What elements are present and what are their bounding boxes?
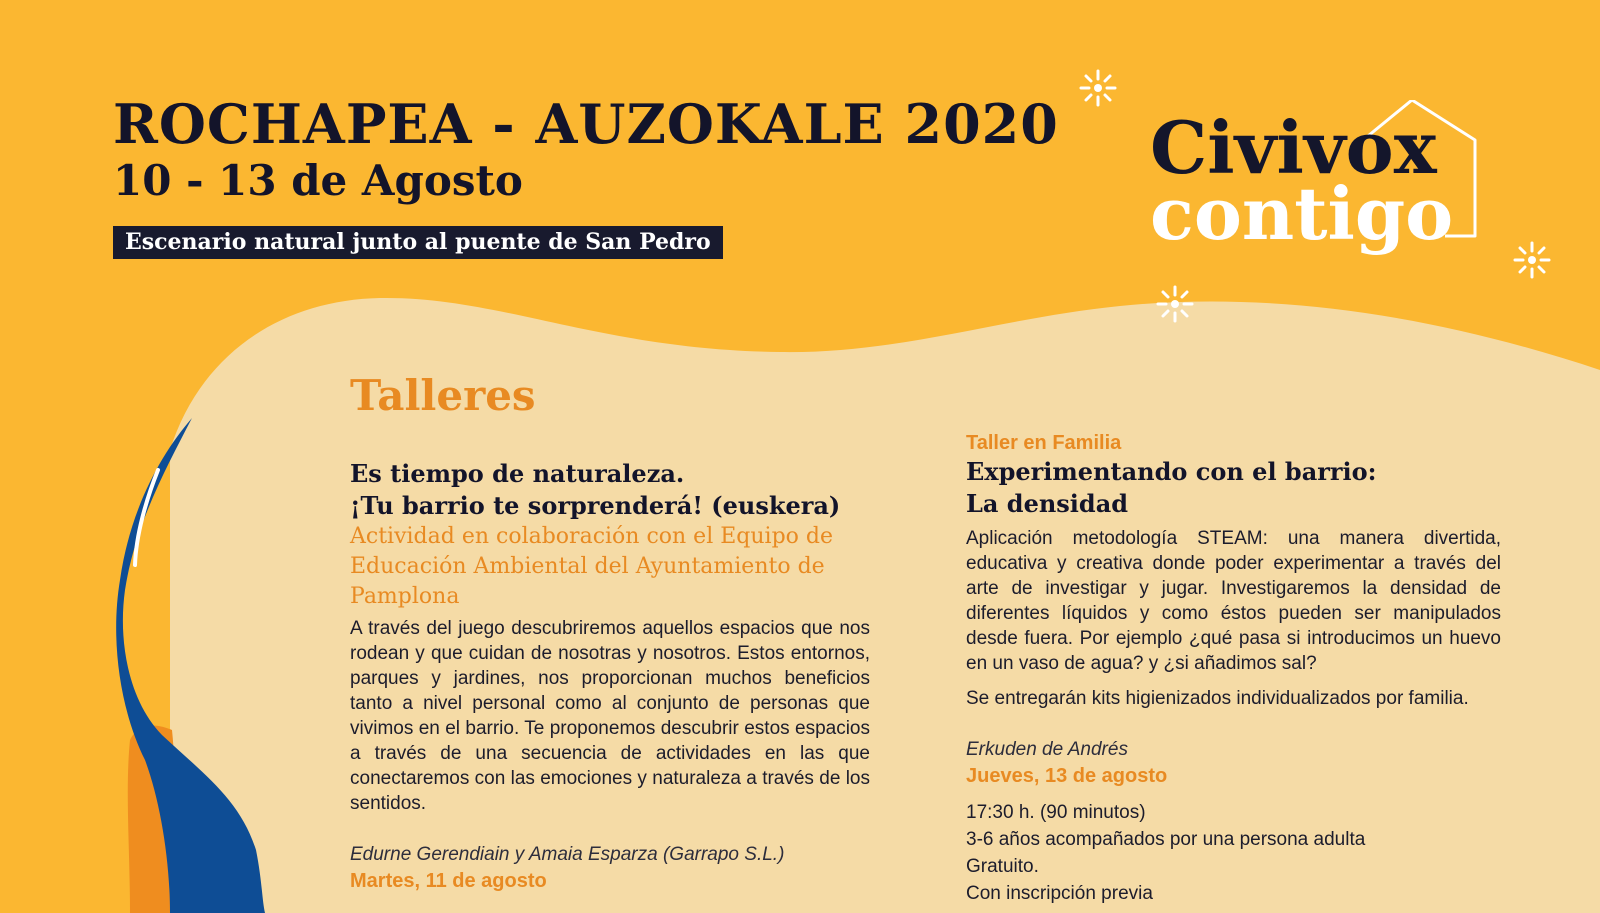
event-dates: 10 - 13 de Agosto [113, 156, 523, 205]
workshop-subtitle: Actividad en colaboración con el Equipo de Educación Ambiental del Ayuntamiento de Pamplona [350, 524, 834, 609]
workshop-author: Edurne Gerendiain y Amaia Esparza (Garrapo S.L.) [350, 844, 785, 865]
workshop-description: A través del juego descubriremos aquellos espacios que nos rodean y que cuidan de nosotras y nosotros. Estos entornos, parques y jardines, nos proporcionan muchos beneficios tanto a nivel personal como al conjunto de personas que vivimos en el barrio. Te proponemos descubrir estos espacios a través de una secuencia de actividades en las que conectaremos con las emociones y naturaleza a través de los sentidos. [350, 618, 870, 814]
workshop-author: Erkuden de Andrés [966, 739, 1128, 760]
workshop-title-line2: La densidad [966, 489, 1129, 518]
workshop-title-line2: ¡Tu barrio te sorprenderá! (euskera) [350, 491, 841, 520]
workshop-kicker: Taller en Familia [966, 432, 1122, 454]
civivox-logo [1150, 100, 1480, 260]
workshop-price: Gratuito. [966, 856, 1039, 877]
logo-civivox-text: Civivox [1150, 105, 1437, 190]
workshop-registration: Con inscripción previa [966, 883, 1153, 904]
workshop-time: 17:30 h. (90 minutos) [966, 802, 1146, 823]
logo-contigo-text: contigo [1150, 171, 1454, 256]
section-title: Talleres [350, 371, 536, 420]
workshop-title-line1: Experimentando con el barrio: [966, 457, 1377, 486]
workshop-left [350, 458, 870, 894]
sparkle-icon [1512, 240, 1552, 280]
workshop-date: Martes, 11 de agosto [350, 870, 547, 892]
venue-banner: Escenario natural junto al puente de San Pedro [113, 226, 723, 259]
workshop-description: Aplicación metodología STEAM: una manera divertida, educativa y creativa donde poder experimentar a través del arte de investigar y jugar. Investigaremos la densidad de diferentes líquidos y como éstos pueden ser manipulados desde fuera. Por ejemplo ¿qué pasa si introducimos un huevo en un vaso de agua? y ¿si añadimos sal? [966, 528, 1501, 674]
workshop-note: Se entregarán kits higienizados individualizados por familia. [966, 688, 1469, 709]
event-title: ROCHAPEA - AUZOKALE 2020 [113, 92, 1059, 156]
workshop-right [966, 430, 1501, 907]
sparkle-icon [1078, 68, 1118, 108]
workshop-date: Jueves, 13 de agosto [966, 765, 1168, 787]
sparkle-icon [1155, 284, 1195, 324]
workshop-audience: 3-6 años acompañados por una persona adulta [966, 829, 1366, 850]
workshop-title-line1: Es tiempo de naturaleza. [350, 459, 685, 488]
